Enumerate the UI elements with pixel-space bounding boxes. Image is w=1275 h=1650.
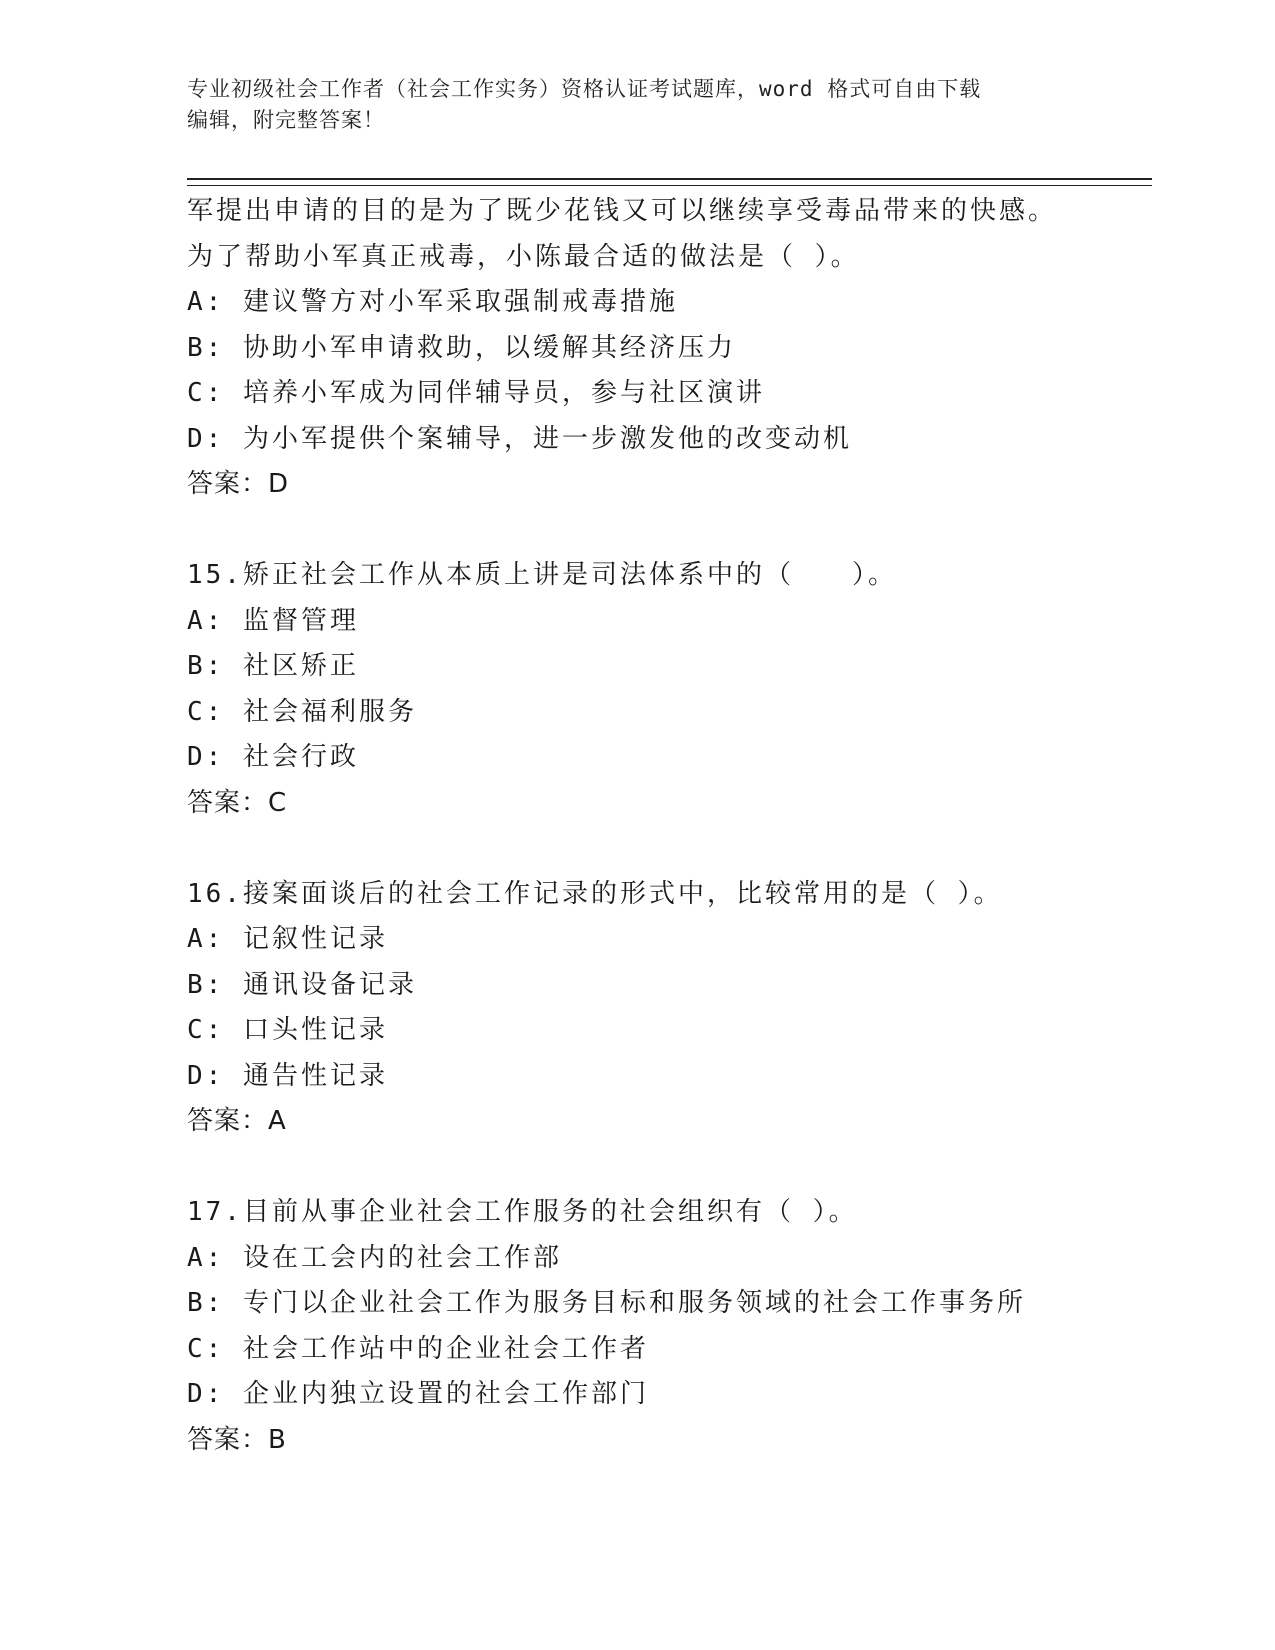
option-d: D: 社会行政 <box>187 742 359 772</box>
question-continuation <box>187 189 1147 508</box>
option-b: B: 通讯设备记录 <box>187 969 417 1000</box>
option-a: A: 设在工会内的社会工作部 <box>187 1242 562 1273</box>
question-gap <box>187 1145 1147 1191</box>
option-c: C: 口头性记录 <box>187 1015 388 1045</box>
question-15 <box>187 553 1147 826</box>
document-body <box>187 189 1147 1463</box>
option-c: C: 社会福利服务 <box>187 696 417 727</box>
option-c: C: 社会工作站中的企业社会工作者 <box>187 1333 649 1364</box>
option-a: A: 记叙性记录 <box>187 924 388 954</box>
question-17 <box>187 1190 1147 1463</box>
page-header <box>187 74 1087 136</box>
question-text-line: 为了帮助小军真正戒毒，小陈最合适的做法是（ ）。 <box>187 241 860 272</box>
header-line-2: 编辑，附完整答案！ <box>187 108 385 132</box>
answer: 答案：D <box>187 469 290 499</box>
header-rule <box>187 178 1152 186</box>
option-a: A: 监督管理 <box>187 605 359 636</box>
question-text-line: 军提出申请的目的是为了既少花钱又可以继续享受毒品带来的快感。 <box>187 196 1058 226</box>
option-d: D: 通告性记录 <box>187 1060 388 1091</box>
option-c: C: 培养小军成为同伴辅导员，参与社区演讲 <box>187 378 765 408</box>
question-gap <box>187 826 1147 872</box>
option-b: B: 协助小军申请救助，以缓解其经济压力 <box>187 332 736 363</box>
option-b: B: 社区矫正 <box>187 651 359 681</box>
header-line-1: 专业初级社会工作者（社会工作实务）资格认证考试题库，word 格式可自由下载 <box>187 77 982 101</box>
option-a: A: 建议警方对小军采取强制戒毒措施 <box>187 287 678 317</box>
question-text: 15.矫正社会工作从本质上讲是司法体系中的（ ）。 <box>187 560 897 590</box>
option-d: D: 为小军提供个案辅导，进一步激发他的改变动机 <box>187 423 852 454</box>
answer: 答案：A <box>187 1106 287 1136</box>
answer: 答案：B <box>187 1424 287 1455</box>
answer: 答案：C <box>187 787 288 818</box>
question-text: 17.目前从事企业社会工作服务的社会组织有（ ）。 <box>187 1197 858 1227</box>
question-text: 16.接案面谈后的社会工作记录的形式中，比较常用的是（ ）。 <box>187 878 1003 909</box>
question-gap <box>187 508 1147 554</box>
question-16 <box>187 872 1147 1145</box>
option-d: D: 企业内独立设置的社会工作部门 <box>187 1379 649 1409</box>
option-b: B: 专门以企业社会工作为服务目标和服务领域的社会工作事务所 <box>187 1288 1026 1318</box>
